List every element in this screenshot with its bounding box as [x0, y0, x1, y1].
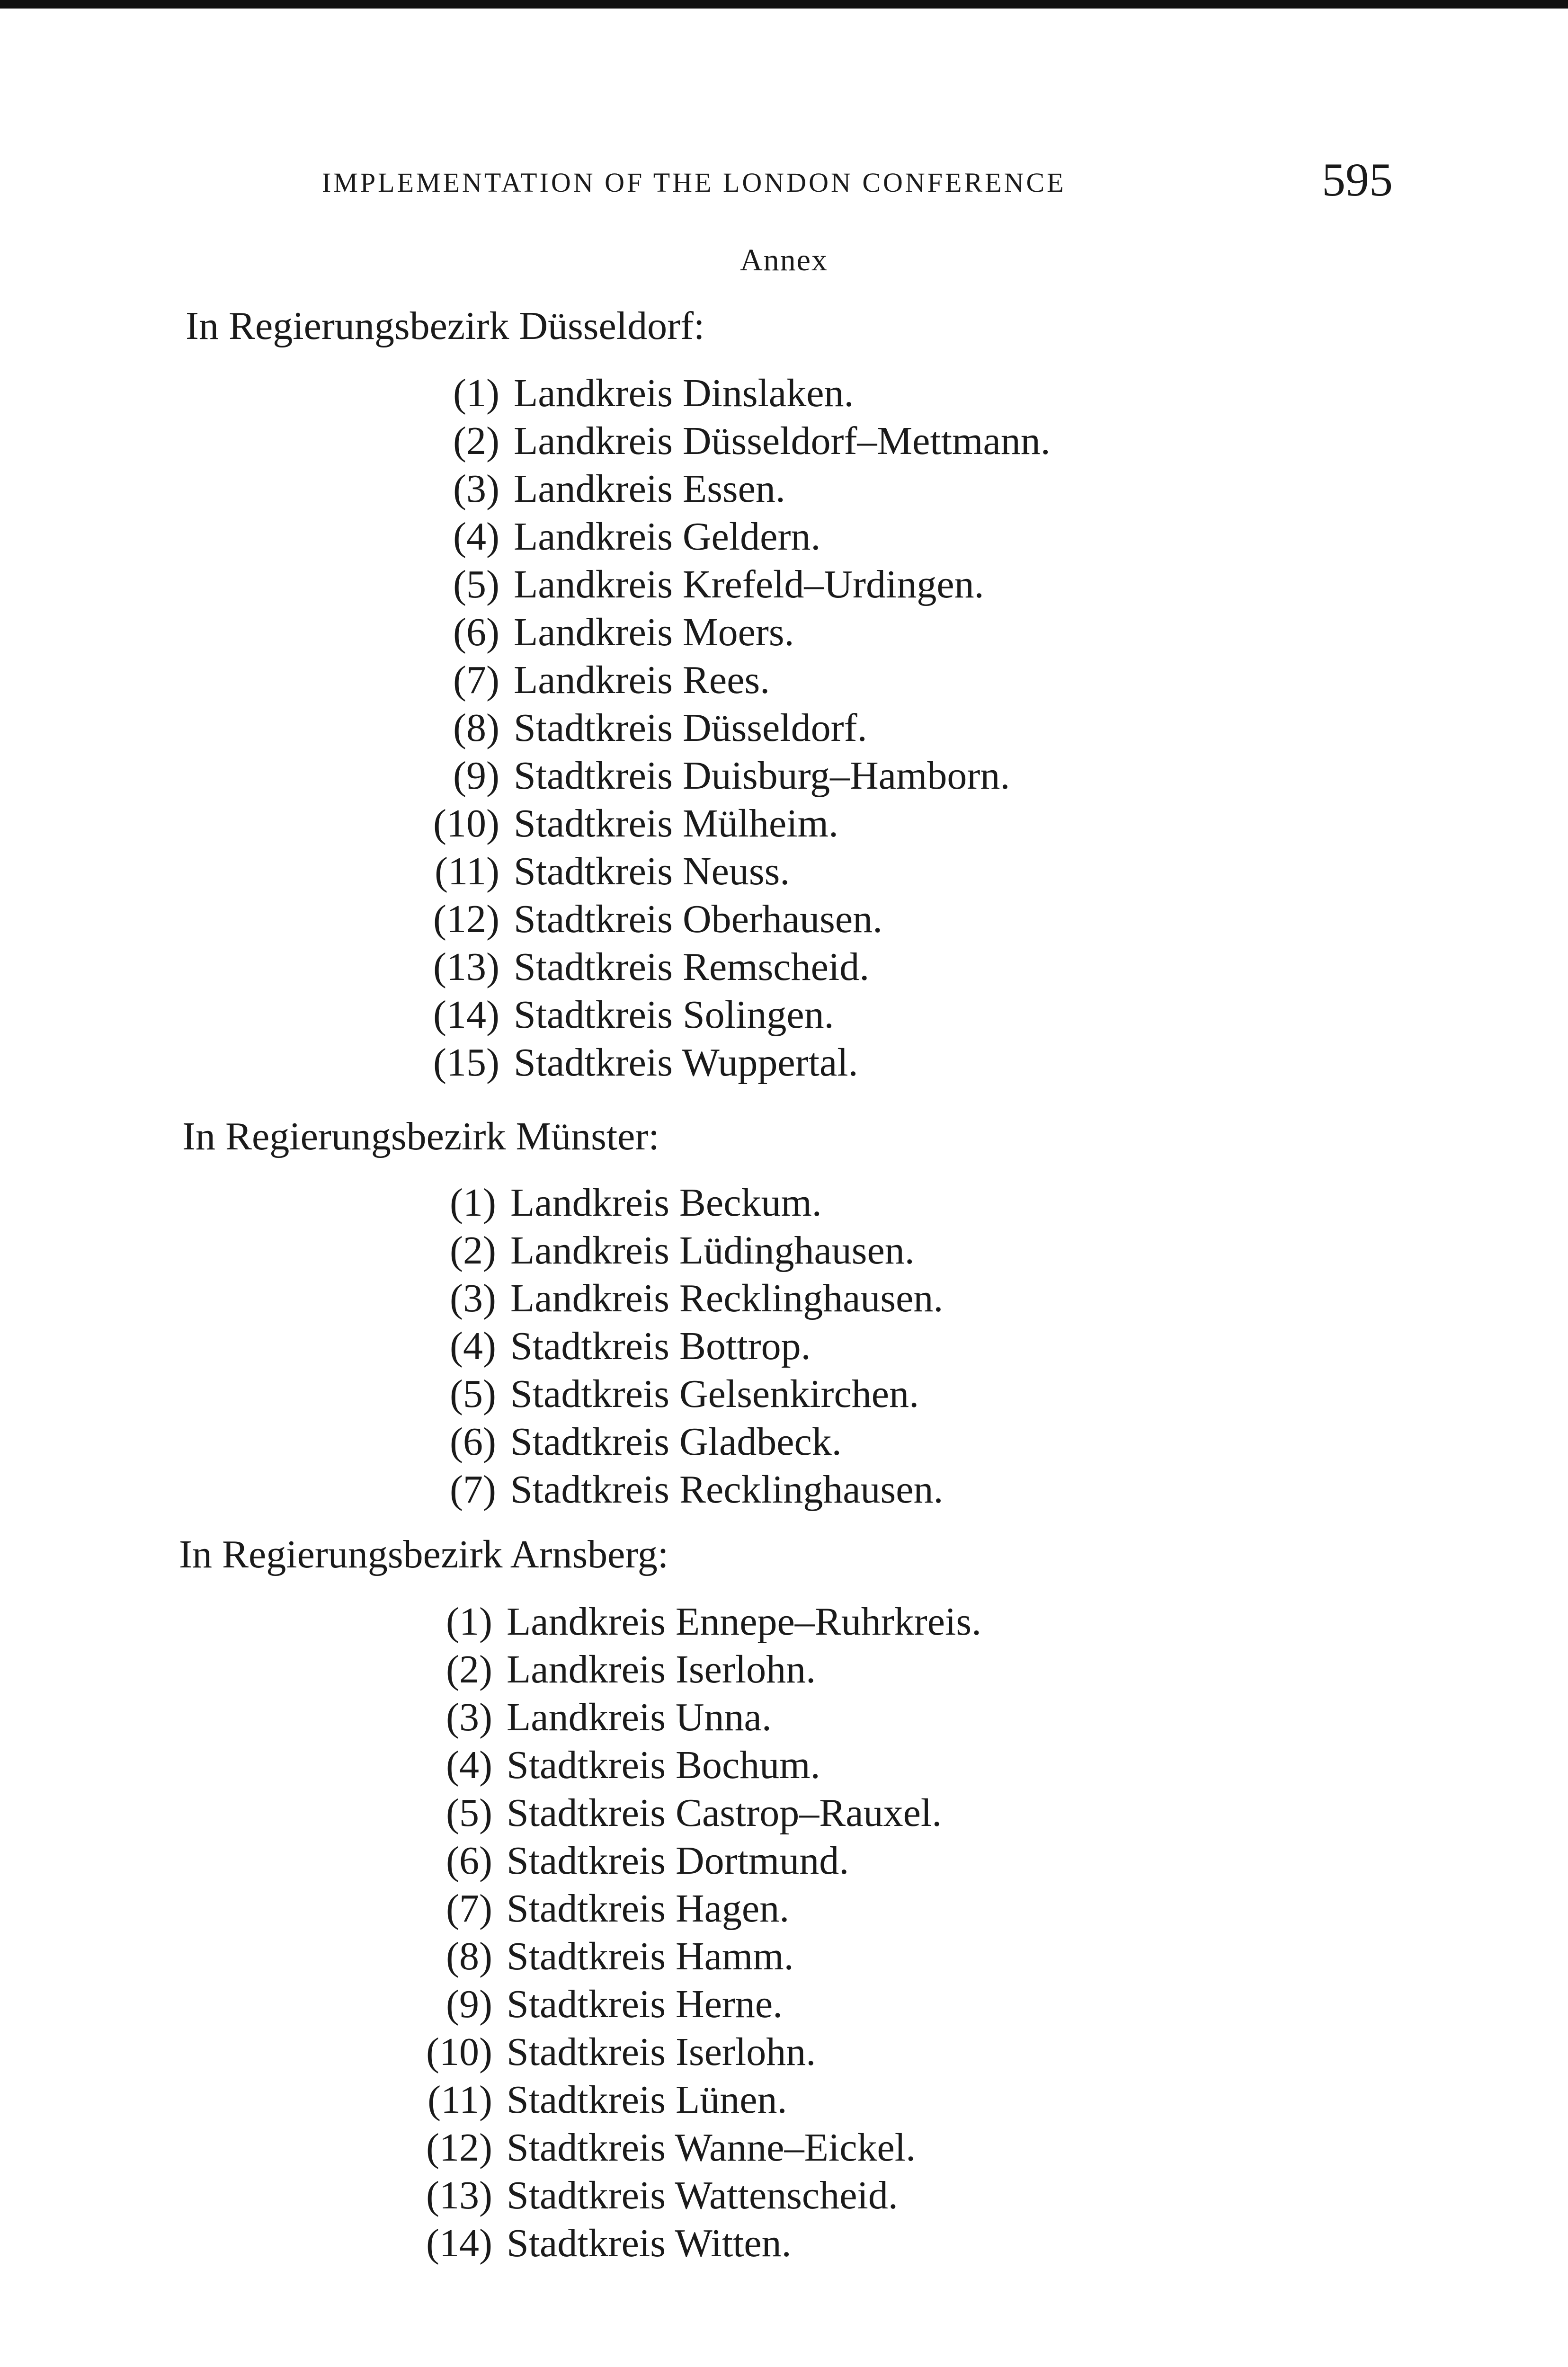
item-number: (14) [433, 993, 499, 1037]
item-number: (12) [433, 897, 499, 941]
item-number: (8) [453, 706, 499, 750]
item-number: (4) [446, 1743, 492, 1787]
item-number: (6) [446, 1839, 492, 1883]
item-number: (11) [428, 2078, 492, 2122]
item-name: Stadtkreis Bottrop. [510, 1324, 811, 1368]
item-name: Stadtkreis Gelsenkirchen. [510, 1372, 919, 1416]
item-number: (2) [453, 419, 499, 463]
item-name: Stadtkreis Witten. [507, 2221, 792, 2265]
annex-title: Annex [740, 243, 828, 277]
item-name: Stadtkreis Bochum. [507, 1743, 820, 1787]
item-name: Stadtkreis Düsseldorf. [514, 706, 867, 750]
item-name: Stadtkreis Iserlohn. [507, 2030, 816, 2074]
item-number: (7) [446, 1886, 492, 1931]
item-name: Stadtkreis Wanne–Eickel. [507, 2126, 916, 2170]
item-name: Landkreis Recklinghausen. [510, 1276, 944, 1320]
item-number: (13) [433, 945, 499, 989]
item-number: (2) [446, 1647, 492, 1691]
item-number: (1) [446, 1600, 492, 1644]
item-name: Landkreis Düsseldorf–Mettmann. [514, 419, 1051, 463]
item-number: (5) [453, 562, 499, 606]
item-number: (5) [450, 1372, 496, 1416]
item-name: Stadtkreis Herne. [507, 1982, 783, 2026]
item-number: (6) [453, 610, 499, 654]
item-name: Landkreis Beckum. [510, 1181, 822, 1225]
section-heading: In Regierungsbezirk Münster: [182, 1114, 659, 1158]
item-number: (11) [435, 849, 499, 893]
item-number: (14) [426, 2221, 492, 2265]
item-name: Stadtkreis Mülheim. [514, 801, 838, 845]
page-number: 595 [1322, 153, 1393, 206]
item-name: Landkreis Iserlohn. [507, 1647, 816, 1691]
item-name: Landkreis Dinslaken. [514, 371, 854, 415]
item-number: (3) [450, 1276, 496, 1320]
item-name: Stadtkreis Hagen. [507, 1886, 790, 1931]
item-name: Stadtkreis Gladbeck. [510, 1420, 842, 1464]
item-name: Landkreis Moers. [514, 610, 794, 654]
item-number: (13) [426, 2173, 492, 2217]
item-name: Stadtkreis Dortmund. [507, 1839, 849, 1883]
item-number: (6) [450, 1420, 496, 1464]
item-number: (10) [426, 2030, 492, 2074]
item-name: Landkreis Geldern. [514, 515, 821, 559]
item-name: Stadtkreis Wuppertal. [514, 1041, 858, 1085]
item-name: Stadtkreis Neuss. [514, 849, 790, 893]
item-name: Stadtkreis Wattenscheid. [507, 2173, 898, 2217]
item-name: Stadtkreis Recklinghausen. [510, 1468, 944, 1512]
running-head: IMPLEMENTATION OF THE LONDON CONFERENCE [322, 167, 1066, 198]
item-number: (8) [446, 1934, 492, 1978]
item-name: Stadtkreis Remscheid. [514, 945, 870, 989]
item-number: (12) [426, 2126, 492, 2170]
item-name: Landkreis Ennepe–Ruhrkreis. [507, 1600, 982, 1644]
item-name: Stadtkreis Hamm. [507, 1934, 794, 1978]
item-number: (3) [453, 467, 499, 511]
item-number: (4) [450, 1324, 496, 1368]
item-name: Stadtkreis Solingen. [514, 993, 834, 1037]
section-heading: In Regierungsbezirk Arnsberg: [179, 1532, 669, 1576]
item-number: (9) [446, 1982, 492, 2026]
item-name: Landkreis Rees. [514, 658, 770, 702]
top-border-rule [0, 0, 1568, 9]
item-number: (1) [453, 371, 499, 415]
item-name: Landkreis Essen. [514, 467, 785, 511]
item-name: Landkreis Unna. [507, 1695, 772, 1739]
item-name: Landkreis Krefeld–Urdingen. [514, 562, 984, 606]
item-number: (2) [450, 1228, 496, 1272]
item-number: (7) [450, 1468, 496, 1512]
item-number: (7) [453, 658, 499, 702]
item-name: Stadtkreis Lünen. [507, 2078, 787, 2122]
item-number: (10) [433, 801, 499, 845]
item-name: Stadtkreis Castrop–Rauxel. [507, 1791, 942, 1835]
item-name: Stadtkreis Duisburg–Hamborn. [514, 754, 1010, 798]
item-number: (4) [453, 515, 499, 559]
section-heading: In Regierungsbezirk Düsseldorf: [186, 304, 705, 348]
item-number: (15) [433, 1041, 499, 1085]
item-number: (5) [446, 1791, 492, 1835]
item-number: (1) [450, 1181, 496, 1225]
item-number: (3) [446, 1695, 492, 1739]
item-name: Landkreis Lüdinghausen. [510, 1228, 915, 1272]
item-number: (9) [453, 754, 499, 798]
item-name: Stadtkreis Oberhausen. [514, 897, 883, 941]
